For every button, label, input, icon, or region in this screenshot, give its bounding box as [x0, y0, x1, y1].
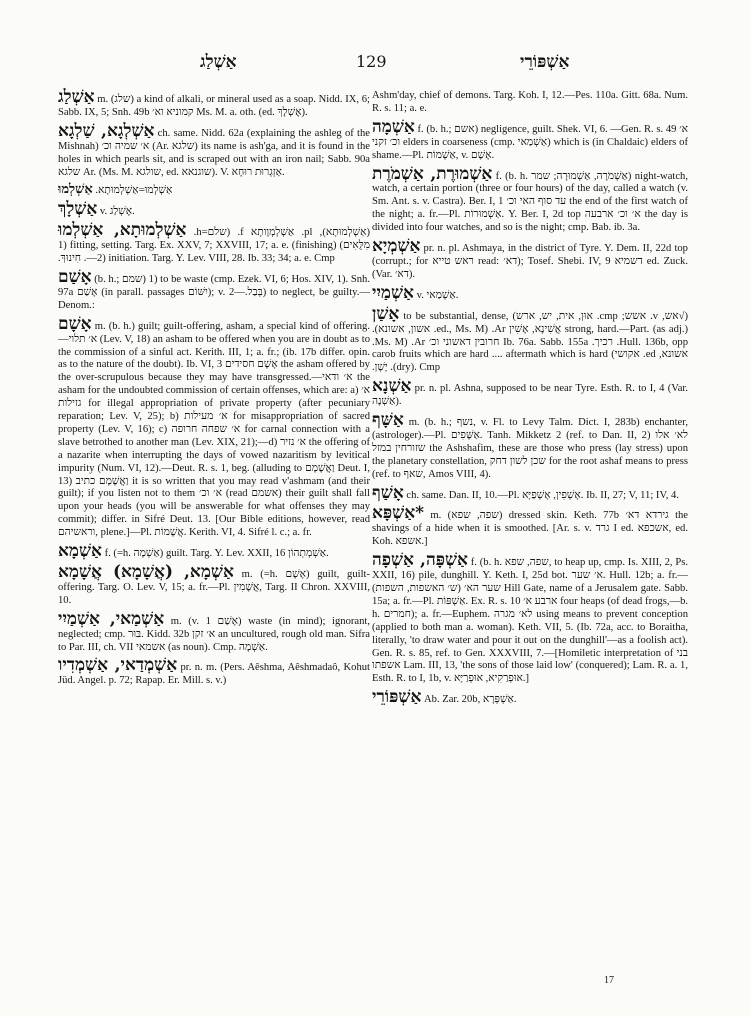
entry-headword: אַשְׁלְגָא, שַׁלְגָא — [58, 120, 155, 141]
entry-definition: m. (שפה, שפא) dressed skin. Keth. 77b גירדא דא׳ the shavings of a hide when it is smoothed. [Ar. s. v. גרד I ed. אשכפא, ed. Koh. אשפא.] — [372, 510, 689, 548]
running-head-left: אַשְׁלַג — [200, 52, 237, 72]
dictionary-entry — [58, 541, 370, 562]
entry-headword: אָשַׁם — [58, 266, 92, 287]
entry-headword: *אַשְׁפָּא — [372, 503, 425, 524]
dictionary-entry — [372, 163, 689, 236]
entry-headword: אַשְׁמַיִי — [372, 282, 414, 303]
dictionary-entry — [372, 503, 689, 549]
entry-definition: Ashm'day, chief of demons. Targ. Koh. I, 12.—Pes. 110a. Gitt. 68a. Num. R. s. 11; a. e. — [372, 90, 688, 114]
dictionary-entry — [58, 313, 371, 540]
dictionary-entry — [58, 199, 370, 220]
dictionary-entry — [372, 550, 689, 686]
dictionary-entry — [372, 376, 688, 409]
dictionary-entry — [58, 220, 370, 266]
dictionary-entry — [372, 303, 688, 376]
dictionary-entry — [372, 282, 688, 303]
entry-headword: אַשְׁמָא — [58, 541, 102, 562]
dictionary-entry — [372, 410, 689, 482]
dictionary-entry — [58, 608, 371, 655]
entry-definition: pr. n. pl. Ashna, supposed to be near Tyre. Esth. R. to I, 4 (Var. אַשְׁנָה). — [372, 383, 688, 408]
entry-definition: f. (b. h. שפה, שפא, to heap up, cmp. Is. XIII, 2, Ps. XXII, 16) pile, dunghill. Y. Keth. I, 25d bot. א׳ שער. Hull. 12b; a. fr.—שער הא׳ (ש׳ האשפות, השפות) Hill Gate, name of a Jerusalem gate. Sabb. 15a; a. fr.—Pl. אַשְׁפּוֹת. Ex. R. s. 10 ארבע א׳ four heaps (of dead frogs,—b. h. חמרים); a. fr.—Euphem. לא׳ מגרה using means to prevent conception (applied to both man a. woman). Keth. VII, 5. (Ib. 72a, acc. to Boraitha, literally, 'to draw water and pour it out on the dunghill'—as a foolish act). Gen. R. s. 85, ref. to Gen. XXXVIII, 7.—[Homiletic interpretation of בני אשפתו Lam. III, 13, 'the sons of those laid low' (conquered); Lam. R. a. 1, Esth. R. to I, 1b, v. אוּפְרַקִיא, אוּפְרַיָּא.] — [372, 557, 689, 685]
entry-definition: f. (=h. אַשְׁמָה) guilt. Targ. Y. Lev. XXII, 16 אַשְׁמְתְהוֹן. — [104, 548, 329, 560]
entry-definition: m. (v. אָשַׁם 1) waste (in mind); ignorant, neglected; cmp. בּוּר. Kidd. 32b א׳ זקן an uncultured, rough old man. Sifra to Par. III, ch. VII אשמאי (as noun). Cmp. אַשְׁמָה. — [58, 615, 371, 653]
text-columns — [0, 87, 750, 1000]
entry-definition: v. אֶשְׁלַג. — [99, 206, 135, 218]
dictionary-entry — [372, 90, 688, 116]
entry-definition: m. (=h. אָשָׁם) guilt, guilt-offering. Targ. O. Lev. V, 15; a. fr.—Pl. אֲשָׁמִין, Targ. II Chron. XXVIII, 10. — [58, 569, 370, 606]
left-column — [58, 87, 371, 692]
entry-headword: אָשַׁן — [372, 303, 400, 324]
entry-definition: f. (b. h.; אשם) negligence, guilt. Shek. VI, 6. —Gen. R. s. 49 א׳ וכ׳ זקני elders in coarseness (cmp. אַשְׁמַאי) which is (in Chaldaic) elders of shame.—Pl. אַשְׁמוֹת, v. אָשָׁם. — [372, 123, 688, 161]
entry-definition: v. אַשְׁמַאי. — [416, 289, 459, 301]
entry-definition: ch. same. Nidd. 62a (explaining the ashleg of the Mishnah) א׳ שמיה וכ׳ (Ar. שלגא) its name is ash'ga, and it is found in the holes in which pearls sit, and is scraped out with an iron nail; Sabb. 90a שלגא Ar. (Ms. M. שולגא, ed. שוגנאא). V. אַזְגְרוּת רוּחָא. — [58, 127, 370, 178]
entry-definition: f. (b. h. אַשְׁמֹרָה, אַשְׁמוּרָה; שמר) night-watch, watch, a certain portion (three or four hours) of the day, called a watch (v. Sm. Ant. s. v. Castra). Ber. I, 1 עד סוף האי וכ׳ the end of the first watch of the night; a. fr.—Pl. אַשְׁמוּרוֹת. Y. Ber. I, 2d top א׳ וכ׳ ארבעה the day is divided into four watches, and so is the night; cmp. Bab. ib. 3a. — [372, 170, 689, 234]
dictionary-entry — [372, 482, 688, 503]
entry-definition: אַשְׁלְמוּ=אַשְׁלְמוּתָא. — [95, 185, 173, 197]
entry-headword: אַשְׁמָא, (אֲשָׁמָא) אֲשָׁמָא — [58, 562, 234, 582]
entry-definition: Ab. Zar. 20b, אַשְׁפְּרָא. — [424, 694, 517, 706]
entry-headword: אַשְׁלַג — [58, 87, 95, 107]
entry-headword: אַשְׁמְדַאי, אַשְׁמְדִיו — [58, 655, 178, 676]
entry-definition: (b. h.; שמם) 1) to be waste (cmp. Ezek. VI, 6; Hos. XIV, 1). Snh. 97a אָשַׁם (in parall. passages יִשּׁוֹם); v. בְּבַל.—2) to neglect, be guilty.—Denom.: — [58, 273, 370, 311]
entry-headword: אַשְׁלְמוּתָא, אַשְׁלְמוּ — [58, 220, 187, 241]
entry-definition: m. (שלג) a kind of alkali, or mineral used as a soap. Nidd. IX, 6; Sabb. IX, 5; Snh. 49b קמוניא וא׳ Ms. M. a. oth. (ed. אֶשְׁלָךְ). — [58, 94, 370, 118]
running-head-right: אַשְׁפּוֹרֵי — [520, 52, 570, 72]
entry-headword: אַשְׁפּוֹרֵי — [372, 687, 422, 708]
folio-signature: 17 — [604, 975, 614, 986]
dictionary-entry — [58, 266, 370, 313]
dictionary-entry — [58, 562, 370, 608]
dictionary-entry — [372, 116, 688, 163]
entry-headword: אַשְׁלָךְ — [58, 199, 98, 220]
entry-headword: אַשְׁמַאי, אַשְׁמַיִי — [58, 608, 165, 629]
dictionary-entry — [372, 236, 688, 282]
entry-definition: (אַשְׁלְמוּתָא), pl. אַשְׁלְמְוָותָא f. (שלם=h. מִלֻּאִים) (finishing) 1) fitting, setting. Targ. Ex. XXV, 7; XXVIII, 17; a. e.—2) initiation. Targ. Y. Lev. VIII, 28. Ib. 33; 34; a. e. Cmp. חִינוּךְ. — [58, 227, 370, 265]
entry-headword: אַשְׁלְמוּ — [58, 182, 93, 198]
dictionary-entry — [372, 687, 688, 708]
dictionary-entry — [58, 655, 370, 688]
entry-headword: אָשַׁף — [372, 482, 404, 503]
entry-headword: אַשָּׁף — [372, 410, 404, 431]
page-number: 129 — [356, 52, 387, 71]
entry-headword: אַשְׁמְיָא — [372, 236, 421, 257]
entry-headword: אַשְׁפָּה, אַשְׁפָה — [372, 550, 468, 571]
running-head — [0, 52, 750, 78]
entry-definition: m. (b. h.; נשף, v. Fl. to Levy Talm. Dict. I, 283b) enchanter, (astrologer).—Pl. אַשָּׁפִים. Tanh. Mikketz 2 (ref. to Dan. II, 2) לא׳ אלו שזורחין במזל the Ashshafim, these are those who press (lay stress) upon the planetary constellation, שכן לשון דחק for the root ashaf means to press (ref. to שאף, Amos VIII, 4). — [372, 417, 689, 480]
entry-definition: pr. n. pl. Ashmaya, in the district of Tyre. Y. Dem. II, 22d top (corrupt.; for ראש טייא read: דא׳); Tosef. Shebi. IV, 9 דשמיא ed. Zuck. (Var. דא׳). — [372, 243, 688, 280]
dictionary-entry — [58, 183, 370, 198]
entry-definition: pr. n. m. (Pers. Aêshma, Aêshmadaô, Kohut Jüd. Angel. p. 72; Rapap. Er. Mill. s. v.) — [58, 662, 370, 687]
entry-headword: אַשְׁמוּרֶת, אַשְׁמֹרֶת — [372, 163, 493, 184]
right-column — [372, 90, 688, 711]
entry-headword: אַשְׁנָא — [372, 376, 412, 397]
entry-headword: אָשָׁם — [58, 313, 92, 334]
dictionary-entry — [58, 120, 370, 180]
dictionary-entry — [58, 87, 370, 120]
entry-definition: m. (b. h.) guilt; guilt-offering, asham, a special kind of offering.—א׳ תלוי (Lev. V, 18) an asham to be offered when you are in doubt as to the commission of a sinful act. Kerith. III, 1; a. fr.; (ib. 17b differ. opin. as to the nature of the doubt). Ib. VI, 3 אָשָׁם חסידים the asham offered by the over-scrupulous because they may have transgressed.—א׳ ודאי the asham for the undoubted commission of certain offenses, which are: a) א׳ גזילות for illegal appropriation of private property (after pecuniary reparation; Lev. V, 25); b) א׳ מעילות for misappropriation of sacred property (Lev. V, 16); c) א׳ שפחה חרופה for carnal connection with a slave betrothed to another man (Lev. XIX, 21);—d) א׳ נזיר the offering of a nazarite when interrupting the days of vowed nazaritism by levitical impurity (Num. VI, 12).—Deut. R. s. 1, beg. (alluding to וַאֲשָׁמָם Deut. I, 13) וַאֲשָׁמָם כתיב it is so written that you may read v'ashmam (and their guilt); if you listen not to them א׳ וכ׳ (read אשמם) their guilt shall fall upon your heads (you will be answerable for what offenses they may commit); differ. in Sifré Deut. 13. [Our Bible editions, however, read וראשיהם, plene.]—Pl. אֲשָׁמוֹת. Kerith. VI, 4. Sifré l. c.; a. fr. — [58, 320, 371, 539]
entry-headword: אַשְׁמָה — [372, 116, 415, 137]
entry-definition: ch. same. Dan. II, 10.—Pl. אָשְׁפִין, אָשְׁפַיָּא. Ib. II, 27; V, 11; IV, 4. — [406, 489, 679, 501]
entry-definition: (√אש, v. אשש; cmp. אוּן, אית, יש, ארש) to be substantial, dense, strong, hard.—Part. (as adj.) אֲשִׁינָא, אָשִׁין Ar. (ed., Ms. M. אשון, אשונא). Hull. 136b, opp. רכיך. Ib. 76a. Sabb. 155a חרובין דאשוני וכ׳ Ar. (Ms. M. אשונא, ed. אקושי) carob fruits which are hard .... aftermath which is hard (dry). Cmp. יָשָׁן. — [372, 310, 688, 374]
